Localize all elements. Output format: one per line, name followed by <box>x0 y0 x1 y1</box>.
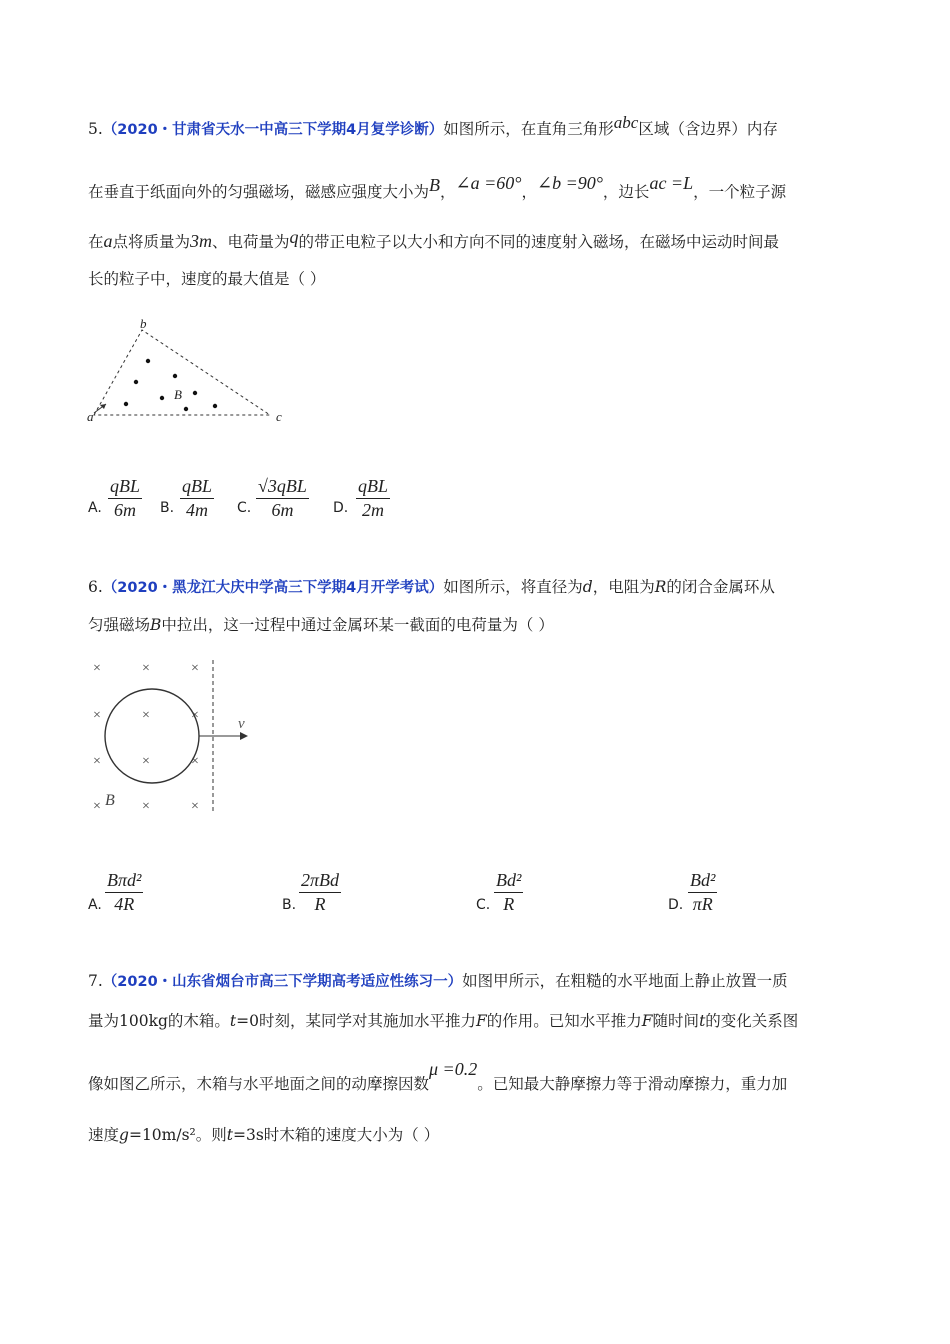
q7-text: =3s时木箱的速度大小为（ ） <box>233 1126 440 1144</box>
q7-text: 如图甲所示，在粗糙的水平地面上静止放置一质 <box>462 972 788 990</box>
q5-option-b-label: B. <box>160 500 175 516</box>
q5-abc: abc <box>613 113 639 132</box>
q5-option-d-num: qBL <box>356 476 390 499</box>
field-dot <box>160 396 164 400</box>
q7-F: F <box>641 1012 653 1030</box>
q5-number: 5. <box>88 120 103 138</box>
field-x-mark: × <box>191 799 199 814</box>
q6-ring-figure <box>86 654 262 816</box>
q5-text: 在 <box>88 233 104 251</box>
q6-source: （2020・黑龙江大庆中学高三下学期4月开学考试） <box>102 580 444 596</box>
label-a: a <box>87 409 94 424</box>
q5-option-c[interactable] <box>256 476 309 521</box>
field-x-mark: × <box>93 799 101 814</box>
field-dot <box>124 402 128 406</box>
q5-text: ，一个粒子源 <box>693 183 787 201</box>
q5-text: ，边长 <box>602 183 650 201</box>
q5-mass: 3m <box>190 231 213 251</box>
q7-t: t <box>226 1126 233 1144</box>
q5-option-d-den: 2m <box>362 500 384 520</box>
field-dot <box>173 374 177 378</box>
q5-text: ， <box>440 183 456 201</box>
q5-B: B <box>429 175 441 195</box>
q6-option-a-den: 4R <box>114 894 135 914</box>
q5-line-2 <box>88 173 787 203</box>
label-c: c <box>276 409 282 424</box>
q5-option-c-num: √3qBL <box>256 476 309 499</box>
q6-option-a[interactable] <box>105 870 143 915</box>
q6-option-b-label: B. <box>282 897 297 913</box>
q7-line-4 <box>88 1124 439 1146</box>
q6-option-b-den: R <box>314 894 326 914</box>
field-dot <box>213 404 217 408</box>
q6-text: 的闭合金属环从 <box>666 578 775 596</box>
field-x-mark: × <box>142 754 150 769</box>
q5-line-3 <box>88 227 780 253</box>
q6-option-c-label: C. <box>476 897 491 913</box>
q5-text: 的带正电粒子以大小和方向不同的速度射入磁场，在磁场中运动时间最 <box>298 233 780 251</box>
q5-triangle-figure <box>82 315 292 430</box>
q6-number: 6. <box>88 578 103 596</box>
q7-text: 的变化关系图 <box>705 1012 799 1030</box>
q6-option-c[interactable] <box>494 870 523 915</box>
field-dot <box>146 359 150 363</box>
field-dot <box>193 391 197 395</box>
triangle-abc <box>94 330 270 415</box>
q6-option-d-label: D. <box>668 897 684 913</box>
q5-angle-b: ∠b =90° <box>536 173 603 193</box>
q6-text: ，电阻为 <box>592 578 655 596</box>
q5-option-c-den: 6m <box>271 500 294 520</box>
q7-t: t <box>699 1012 706 1030</box>
q7-number: 7. <box>88 972 103 990</box>
label-v: v <box>238 716 245 732</box>
q7-source: （2020・山东省烟台市高三下学期高考适应性练习一） <box>102 974 463 990</box>
q6-option-d[interactable] <box>688 870 717 915</box>
q7-t: t <box>229 1012 237 1030</box>
q5-ac-eq: ac =L <box>649 173 694 193</box>
q6-option-c-den: R <box>503 894 515 914</box>
q5-option-b[interactable] <box>180 476 214 521</box>
q7-text: =0时刻，某同学对其施加水平推力 <box>236 1012 476 1030</box>
q6-option-c-num: Bd² <box>494 870 523 893</box>
q6-option-b[interactable] <box>299 870 341 915</box>
q5-charge: q <box>289 227 299 247</box>
q7-F: F <box>476 1012 487 1030</box>
q7-line-2 <box>88 1010 798 1032</box>
field-dot <box>134 380 138 384</box>
q7-line-3 <box>88 1059 788 1095</box>
arrow-head <box>240 732 248 740</box>
field-x-mark: × <box>191 754 199 769</box>
q5-angle-a: ∠a =60° <box>455 173 522 193</box>
q6-option-a-label: A. <box>88 897 102 913</box>
q7-text: 量为100kg的木箱。 <box>88 1012 230 1030</box>
field-x-mark: × <box>93 661 101 676</box>
q5-text: 、电荷量为 <box>212 233 290 251</box>
q5-line-1 <box>88 113 778 141</box>
q6-option-a-num: Bπd² <box>105 870 143 893</box>
field-x-mark: × <box>191 708 199 723</box>
q5-line-4: 长的粒子中，速度的最大值是（ ） <box>88 270 326 288</box>
q7-text: 随时间 <box>652 1012 700 1030</box>
q6-B: B <box>150 616 162 634</box>
q7-text: 速度 <box>88 1126 120 1144</box>
q5-text: 点将质量为 <box>112 233 191 251</box>
q5-option-a-num: qBL <box>108 476 142 499</box>
q5-option-b-num: qBL <box>180 476 214 499</box>
q5-option-d[interactable] <box>356 476 390 521</box>
q5-text: 区域（含边界）内存 <box>638 120 778 138</box>
field-x-mark: × <box>142 799 150 814</box>
field-x-mark: × <box>142 708 150 723</box>
q7-text: 。已知最大静摩擦力等于滑动摩擦力，重力加 <box>477 1075 788 1093</box>
label-B: B <box>105 792 115 809</box>
q5-option-c-label: C. <box>237 500 252 516</box>
q6-line-2 <box>88 614 554 636</box>
q5-text: 在垂直于纸面向外的匀强磁场，磁感应强度大小为 <box>88 183 430 201</box>
field-x-mark: × <box>142 661 150 676</box>
q7-text: 的作用。已知水平推力 <box>486 1012 642 1030</box>
q6-text: 匀强磁场 <box>88 616 151 634</box>
q5-option-d-label: D. <box>333 500 349 516</box>
q5-text: ， <box>521 183 537 201</box>
q6-R: R <box>654 578 667 596</box>
q6-line-1 <box>88 576 775 599</box>
q6-d: d <box>582 578 593 596</box>
q7-g: g <box>119 1126 129 1144</box>
q7-line-1 <box>88 970 788 993</box>
q6-text: 中拉出，这一过程中通过金属环某一截面的电荷量为（ ） <box>161 616 554 634</box>
field-x-mark: × <box>191 661 199 676</box>
field-x-mark: × <box>93 754 101 769</box>
label-b: b <box>140 316 147 331</box>
field-x-mark: × <box>93 708 101 723</box>
q5-option-a-den: 6m <box>114 500 136 520</box>
q5-source: （2020・甘肃省天水一中高三下学期4月复学诊断） <box>102 122 444 138</box>
q6-option-d-num: Bd² <box>688 870 717 893</box>
metal-ring <box>105 689 199 783</box>
q6-text: 如图所示，将直径为 <box>443 578 583 596</box>
field-dot <box>184 407 188 411</box>
q5-text: 如图所示，在直角三角形 <box>443 120 614 138</box>
q6-option-d-den: πR <box>692 894 713 914</box>
label-B: B <box>174 387 182 402</box>
q5-a: a <box>103 231 113 251</box>
q7-text: =10m/s²。则 <box>128 1126 227 1144</box>
q7-mu: μ =0.2 <box>429 1059 478 1079</box>
q6-option-b-num: 2πBd <box>299 870 341 893</box>
q5-option-b-den: 4m <box>186 500 208 520</box>
q5-option-a-label: A. <box>88 500 102 516</box>
q7-text: 像如图乙所示，木箱与水平地面之间的动摩擦因数 <box>88 1075 430 1093</box>
q5-option-a[interactable] <box>108 476 142 521</box>
